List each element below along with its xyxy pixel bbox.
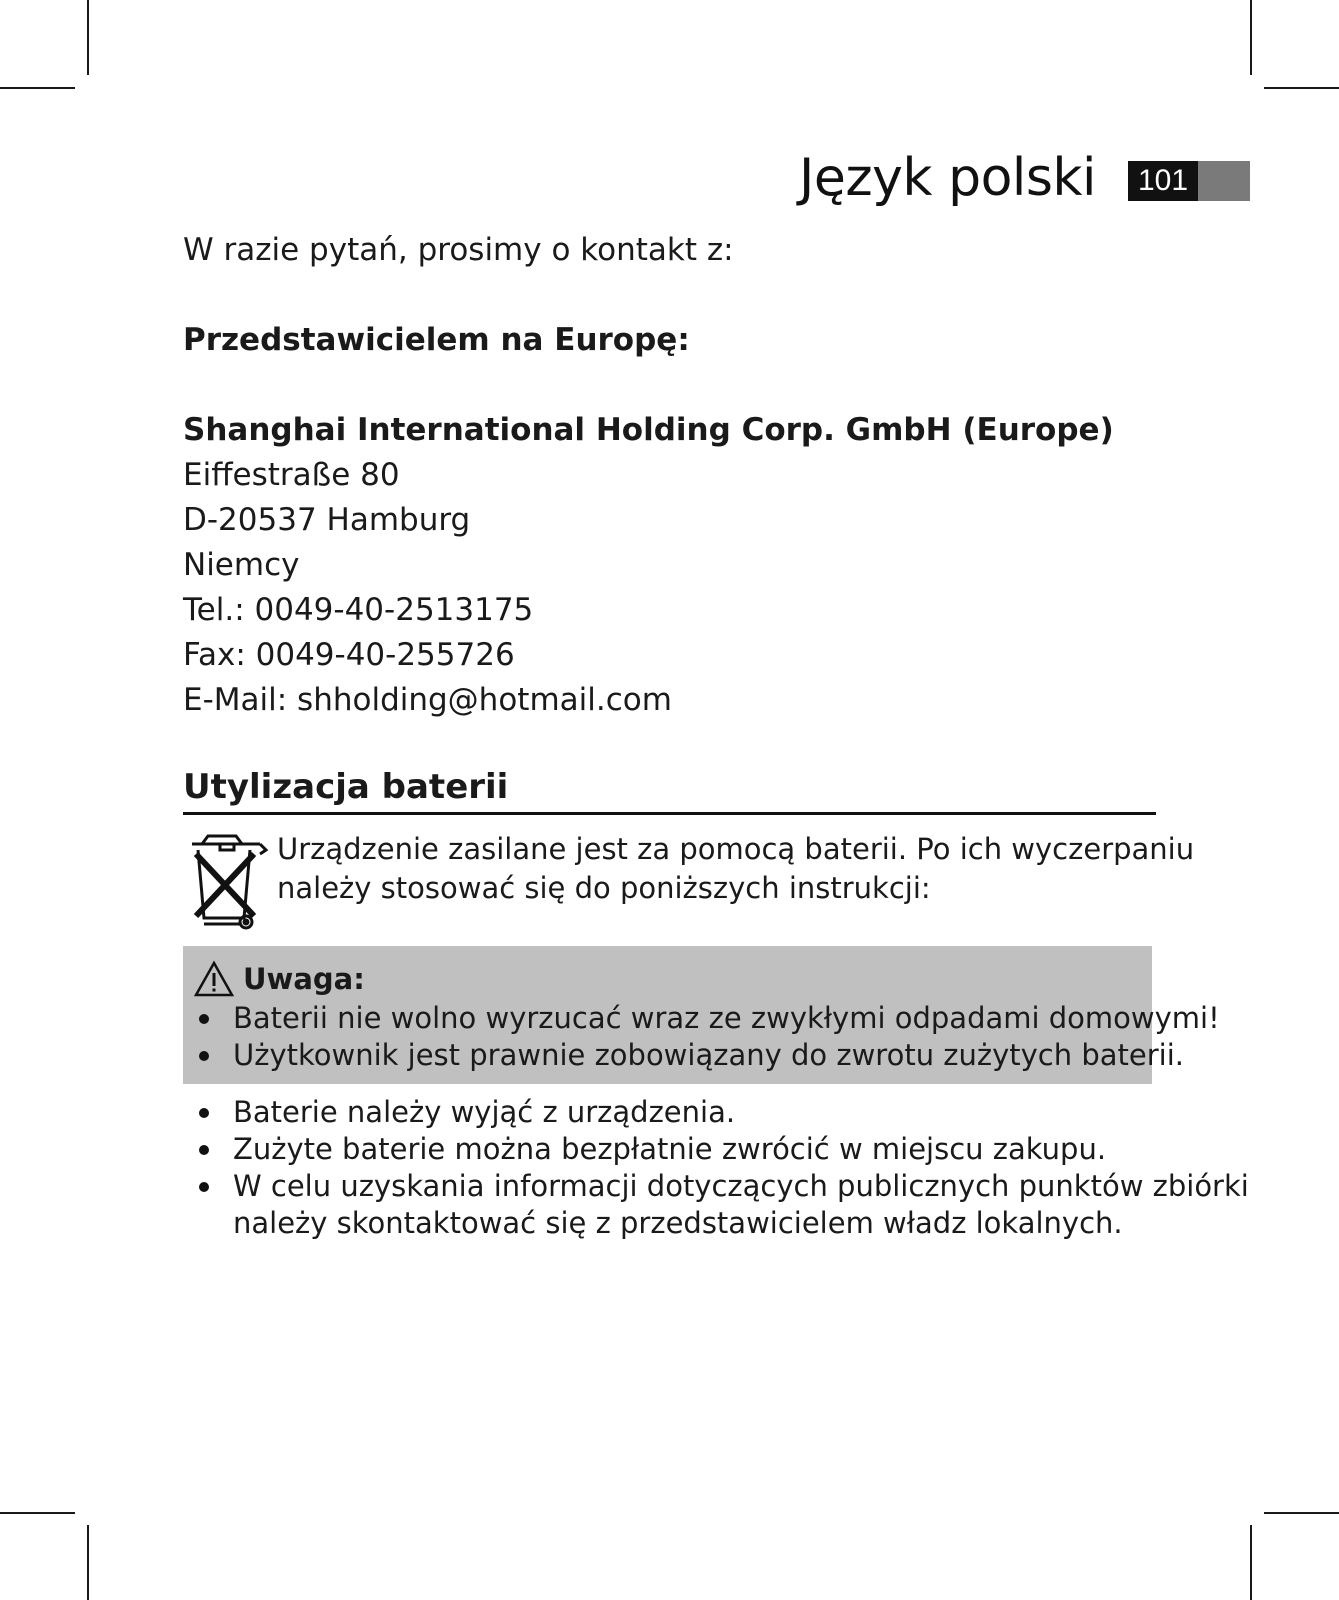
section-divider	[183, 812, 1156, 815]
warning-box	[183, 946, 1220, 1084]
contact-intro: W razie pytań, prosimy o kontakt z:	[183, 232, 734, 268]
page-number: 101	[1128, 161, 1198, 201]
crop-mark	[1250, 0, 1252, 75]
crop-mark	[1264, 87, 1339, 89]
list-item: Zużyte baterie można bezpłatnie zwrócić w miejscu zakupu.	[183, 1131, 1249, 1168]
warning-label: Uwaga:	[243, 962, 365, 996]
list-item: W celu uzyskania informacji dotyczących publicznych punktów zbiórki	[183, 1168, 1249, 1205]
page-number-tab	[1128, 161, 1250, 201]
battery-instructions-list	[183, 1094, 1249, 1242]
battery-intro-line: Urządzenie zasilane jest za pomocą baterii. Po ich wyczerpaniu	[277, 832, 1195, 866]
page-title: Język polski	[799, 148, 1096, 208]
crop-mark	[87, 0, 89, 75]
warning-list	[183, 1000, 1220, 1074]
warning-triangle-icon	[193, 960, 235, 998]
crop-mark	[1250, 1525, 1252, 1600]
crop-mark	[0, 1512, 75, 1514]
list-item: Baterie należy wyjąć z urządzenia.	[183, 1094, 1249, 1131]
battery-intro-line: należy stosować się do poniższych instrukcji:	[277, 871, 931, 905]
warning-header	[193, 960, 365, 998]
country: Niemcy	[183, 547, 300, 583]
crop-mark	[1264, 1512, 1339, 1514]
street-address: Eiffestraße 80	[183, 457, 400, 493]
contact-block	[183, 228, 1158, 723]
fax-number: Fax: 0049-40-255726	[183, 637, 515, 673]
crop-mark	[87, 1525, 89, 1600]
section-title: Utylizacja baterii	[183, 767, 509, 807]
list-item: Użytkownik jest prawnie zobowiązany do zwrotu zużytych baterii.	[183, 1037, 1220, 1074]
list-item: Baterii nie wolno wyrzucać wraz ze zwykłymi odpadami domowymi!	[183, 1000, 1220, 1037]
battery-intro	[277, 830, 1195, 908]
email-address: E-Mail: shholding@hotmail.com	[183, 682, 672, 718]
crop-mark	[0, 87, 75, 89]
crossed-out-wheelie-bin-icon	[188, 832, 270, 932]
list-item-continuation: należy skontaktować się z przedstawicielem władz lokalnych.	[233, 1206, 1123, 1240]
representative-label: Przedstawicielem na Europę:	[183, 322, 690, 358]
company-name: Shanghai International Holding Corp. GmbH (Europe)	[183, 412, 1114, 448]
phone-number: Tel.: 0049-40-2513175	[183, 592, 534, 628]
city-address: D-20537 Hamburg	[183, 502, 471, 538]
